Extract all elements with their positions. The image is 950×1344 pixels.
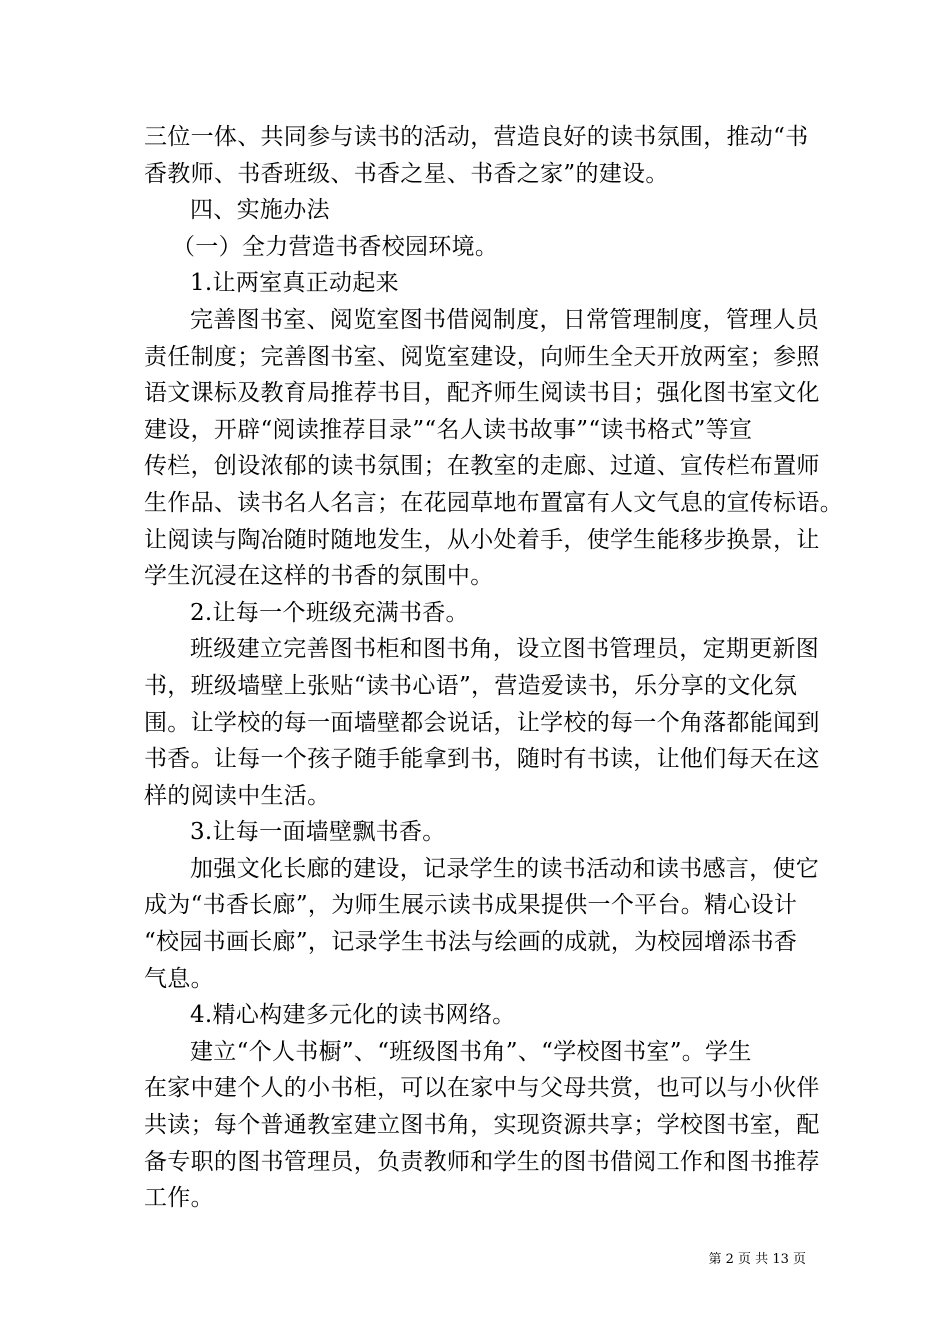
item-heading: 1.让两室真正动起来 <box>190 270 399 297</box>
text-line: 班级建立完善图书柜和图书角，设立图书管理员，定期更新图 <box>190 636 820 663</box>
text-line: 共读；每个普通教室建立图书角，实现资源共享；学校图书室，配 <box>144 1112 820 1139</box>
text-line: 气息。 <box>144 965 214 992</box>
text-line: 书，班级墙壁上张贴“读书心语”，营造爱读书，乐分享的文化氛 <box>144 672 798 699</box>
text-line: 学生沉浸在这样的书香的氛围中。 <box>144 563 494 590</box>
text-line: 围。让学校的每一面墙壁都会说话，让学校的每一个角落都能闻到 <box>144 709 820 736</box>
text-line: 加强文化长廊的建设，记录学生的读书活动和读书感言，使它 <box>190 855 820 882</box>
text-line: 备专职的图书管理员，负责教师和学生的图书借阅工作和图书推荐 <box>144 1148 820 1175</box>
text-line: 香教师、书香班级、书香之星、书香之家”的建设。 <box>144 160 669 187</box>
text-line: 工作。 <box>144 1185 214 1212</box>
text-line: 语文课标及教育局推荐书目，配齐师生阅读书目；强化图书室文化 <box>144 380 820 407</box>
text-line: 生作品、读书名人名言；在花园草地布置富有人文气息的宣传标语。 <box>144 489 843 516</box>
text-line: 完善图书室、阅览室图书借阅制度，日常管理制度，管理人员 <box>190 306 820 333</box>
text-line: “校园书画长廊”，记录学生书法与绘画的成就，为校园增添书香 <box>144 929 798 956</box>
text-line: 让阅读与陶冶随时随地发生，从小处着手，使学生能移步换景，让 <box>144 526 820 553</box>
text-line: 书香。让每一个孩子随手能拿到书，随时有书读，让他们每天在这 <box>144 746 820 773</box>
document-body <box>144 119 843 1217</box>
text-line: 传栏，创设浓郁的读书氛围；在教室的走廊、过道、宣传栏布置师 <box>144 453 820 480</box>
text-line: 建立“个人书橱”、“班级图书角”、“学校图书室”。学生 <box>190 1038 752 1065</box>
text-line: 建设，开辟“阅读推荐目录”“名人读书故事”“读书格式”等宣 <box>144 416 753 443</box>
section-heading: 四、实施办法 <box>190 197 330 224</box>
text-line: 责任制度；完善图书室、阅览室建设，向师生全天开放两室；参照 <box>144 343 820 370</box>
subsection-heading: （一）全力营造书香校园环境。 <box>172 233 499 260</box>
text-line: 三位一体、共同参与读书的活动，营造良好的读书氛围，推动“书 <box>144 124 809 150</box>
text-line: 在家中建个人的小书柜，可以在家中与父母共赏，也可以与小伙伴 <box>144 1075 820 1102</box>
text-line: 成为“书香长廊”，为师生展示读书成果提供一个平台。精心设计 <box>144 892 798 919</box>
page-number: 第 2 页 共 13 页 <box>708 1252 806 1267</box>
item-heading: 2.让每一个班级充满书香。 <box>190 599 469 626</box>
item-heading: 4.精心构建多元化的读书网络。 <box>190 1002 516 1029</box>
text-line: 样的阅读中生活。 <box>144 782 331 809</box>
item-heading: 3.让每一面墙壁飘书香。 <box>190 819 446 846</box>
